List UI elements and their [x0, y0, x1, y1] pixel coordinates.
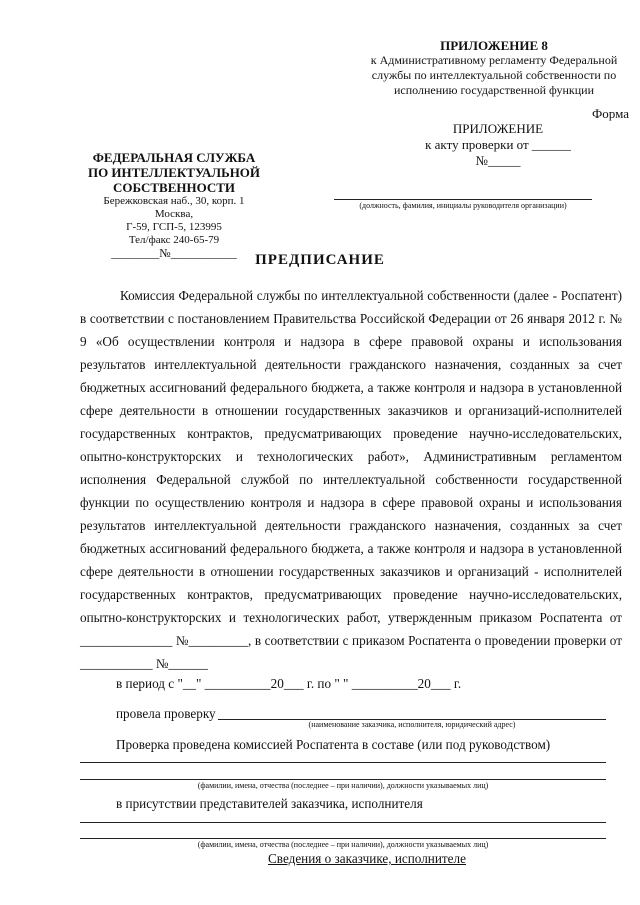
commission-line-1 — [80, 762, 606, 763]
act-appendix-title: ПРИЛОЖЕНИЕ — [452, 121, 544, 136]
org-name-2: ПО ИНТЕЛЛЕКТУАЛЬНОЙ — [87, 165, 261, 180]
org-name-3: СОБСТВЕННОСТИ — [112, 180, 236, 195]
org-name-1: ФЕДЕРАЛЬНАЯ СЛУЖБА — [92, 150, 256, 165]
period-line: в период с "__" __________20___ г. по " " __________20___ г. — [116, 676, 462, 691]
names-caption-1: (фамилии, имена, отчества (последнее – при наличии), должности указываемых лиц) — [197, 781, 489, 790]
commission-line-2 — [80, 779, 606, 780]
org-outgoing-number: ________№___________ — [111, 246, 237, 260]
conducted-caption: (наименование заказчика, исполнителя, юридический адрес) — [308, 720, 516, 729]
conducted-label: провела проверку — [116, 706, 216, 721]
appendix-line-1: к Административному регламенту Федеральной — [370, 53, 618, 67]
customer-info-heading: Сведения о заказчике, исполнителе — [268, 851, 466, 866]
appendix-line-2: службы по интеллектуальной собственности по — [371, 68, 617, 82]
appendix-line-3: исполнению государственной функции — [393, 83, 595, 97]
act-appendix — [408, 121, 588, 169]
org-phone: Тел/факс 240-65-79 — [128, 234, 220, 246]
appendix-header — [360, 38, 628, 98]
official-caption: (должность, фамилия, инициалы руководителя организации) — [334, 199, 592, 210]
forma-label: Форма — [592, 106, 629, 121]
org-address-1: Бережковская наб., 30, корп. 1 Москва, — [103, 195, 245, 220]
act-reference: к акту проверки от ______ №_____ — [425, 137, 571, 168]
organization-block — [84, 150, 264, 260]
names-caption-2: (фамилии, имена, отчества (последнее – при наличии), должности указываемых лиц) — [197, 840, 489, 849]
document-body — [80, 284, 622, 675]
org-address-2: Г-59, ГСП-5, 123995 — [126, 221, 222, 233]
commission-label: Проверка проведена комиссией Роспатента в составе (или под руководством) — [116, 737, 551, 752]
presence-label: в присутствии представителей заказчика, исполнителя — [116, 796, 423, 811]
document-title: ПРЕДПИСАНИЕ — [255, 252, 385, 268]
presence-line-1 — [80, 822, 606, 823]
main-paragraph: Комиссия Федеральной службы по интеллектуальной собственности (далее - Роспатент) в соответствии с постановлением Правительства Российской Федерации от 26 января 2012 г. № 9 «Об осуществлении контроля и надзора в сфере правовой охраны и использования результатов интеллектуальной деятельности гражданского назначения, созданных за счет бюджетных ассигнований федерального бюджета, а также контроля и надзора в установленной сфере деятельности в отношении государственных заказчиков и организаций-исполнителей государственных контрактов, предусматривающих проведение научно-исследовательских, опытно-конструкторских и технологических работ», Административным регламентом исполнения Федеральной службой по интеллектуальной собственности государственной функции по осуществлению контроля и надзора в сфере правовой охраны и использования результатов интеллектуальной деятельности гражданского назначения, созданных за счет бюджетных ассигнований федерального бюджета, а также контроля и надзора в установленной сфере деятельности в отношении государственных заказчиков и организаций - исполнителей государственных контрактов, предусматривающих проведение научно-исследовательских, опытно-конструкторских и технологических работ, утвержденным приказом Роспатента от ______________ №_________, в соответствии с приказом Роспатента о проведении проверки от ___________ №______ — [80, 288, 622, 671]
appendix-title: ПРИЛОЖЕНИЕ 8 — [440, 38, 548, 53]
presence-line-2 — [80, 838, 606, 839]
